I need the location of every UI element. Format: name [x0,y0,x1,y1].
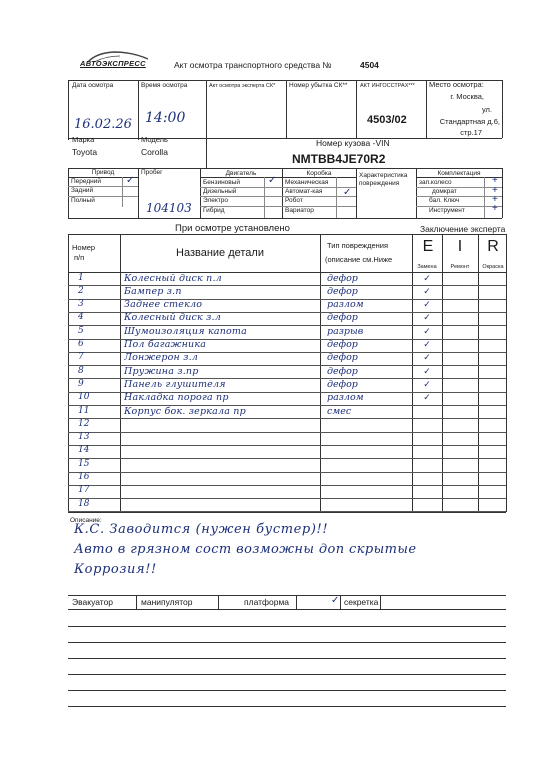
row-number: 5 [78,325,84,336]
transport-manipulator: манипулятор [141,597,193,607]
inspection-place-label: Место осмотра: [429,80,484,89]
row-part-name: Панель глушителя [124,378,226,390]
row-number: 2 [78,285,84,296]
row-number: 18 [78,498,90,509]
loss-number-label: Номер убытка СК** [289,82,348,89]
act-number: 4504 [360,60,379,70]
time-label: Время осмотра [141,82,188,89]
row-number: 17 [78,485,90,496]
letter-i: I [457,238,463,255]
row-number: 9 [78,378,84,389]
equipment-spare-wheel: зап.колесо [419,179,452,186]
ingos-act-label: АКТ ИНГОССТРАХ*** [360,83,415,89]
equipment-spare-wheel-mark: + [492,175,498,186]
make-value: Toyota [72,147,98,157]
row-number: 8 [78,365,84,376]
transport-platform: платформа [244,597,290,607]
engine-petrol-check: ✓ [268,175,277,186]
vin-value: NMTBB4JE70R2 [292,152,386,166]
date-label: Дата осмотра [72,82,114,89]
inspection-place-line-4: стр.17 [460,128,482,137]
row-damage-type: дефор [327,272,358,284]
row-number: 12 [78,418,90,429]
row-replace-check: ✓ [423,378,431,389]
row-damage-type: дефор [327,312,358,324]
mileage-label: Пробег [141,169,163,176]
row-part-name: Колесный диск з.л [124,312,221,324]
num-header-2: п/п [74,253,85,262]
drive-front-check: ✓ [126,175,135,186]
row-part-name: Лонжерон з.л [124,352,199,364]
row-damage-type: дефор [327,285,358,297]
gearbox-cvt: Вариатор [285,207,314,214]
letter-r: R [487,238,499,255]
date-value: 16.02.26 [74,117,132,132]
row-number: 1 [78,272,84,283]
mileage-value: 104103 [146,201,192,215]
description-line-1: К.С. Заводится (нужен бустер)!! [74,522,329,537]
row-number: 14 [78,445,90,456]
row-damage-type: дефор [327,378,358,390]
gearbox-automatic-check: ✓ [343,187,352,198]
equipment-wheel-key: бал. Ключ [429,197,460,204]
equipment-tools: Инструмент [429,207,465,214]
model-label: Модель [141,135,168,144]
row-replace-check: ✓ [423,365,431,376]
description-line-3: Коррозия!! [74,562,157,577]
equipment-wheel-key-mark: + [492,194,498,205]
row-damage-type: дефор [327,339,358,350]
row-number: 11 [78,405,90,416]
row-replace-check: ✓ [423,299,431,310]
row-replace-check: ✓ [423,285,431,296]
row-replace-check: ✓ [423,339,431,349]
sub-label-paint: Окраска [482,264,504,270]
equipment-jack-mark: + [492,185,498,196]
table-title: При осмотре установлено [175,223,290,234]
vin-label: Номер кузова -VIN [316,138,390,148]
drive-all: Полный [71,197,95,204]
row-replace-check: ✓ [423,392,431,403]
inspection-place-line-3: Стандартная д.6, [439,117,500,126]
row-replace-check: ✓ [423,272,431,283]
row-part-name: Корпус бок. зеркала пр [124,405,246,417]
inspection-place-line-2: ул. [481,105,492,114]
sub-label-repair: Ремонт [450,264,470,270]
row-replace-check: ✓ [423,352,431,363]
letter-e: E [422,238,434,255]
logo [76,50,166,72]
equipment-label: Комплектация [437,170,481,177]
time-value: 14:00 [145,110,186,126]
num-header-1: Номер [72,243,96,252]
make-label: Марка [72,135,95,144]
row-part-name: Заднее стекло [124,299,203,311]
model-value: Corolla [141,147,168,157]
gearbox-automatic: Автомат-кая [285,188,323,195]
row-damage-type: разлом [327,299,364,311]
act-title: Акт осмотра транспортного средства № [174,60,332,70]
row-replace-check: ✓ [423,312,431,323]
row-damage-type: смес [327,405,352,417]
row-number: 3 [78,299,84,310]
row-part-name: Бампер з.п [124,285,182,297]
row-damage-type: дефор [327,365,358,377]
row-number: 13 [78,432,90,443]
row-number: 15 [78,458,90,469]
gearbox-robot: Робот [285,197,303,204]
transport-lock-bolt: секретка [344,597,379,607]
gearbox-label: Коробка [306,170,332,177]
row-part-name: Пол багажника [124,339,207,350]
description-label: Описание: [70,517,102,524]
row-part-name: Накладка порога пр [124,392,229,404]
damage-char-label-1: Характеристика [359,172,408,179]
row-number: 7 [78,352,84,363]
row-number: 16 [78,472,90,482]
row-damage-type: дефор [327,352,358,364]
sub-label-replace: Замена [417,264,437,270]
engine-hybrid: Гибрид [203,207,225,214]
damage-char-label-2: повреждения [359,180,400,187]
damage-type-header-1: Тип повреждения [327,241,389,250]
row-number: 10 [78,392,90,403]
drive-front: Передний [71,178,102,185]
row-damage-type: разрыв [327,325,364,337]
engine-electric: Электро [203,197,228,204]
equipment-tools-mark: + [492,203,498,214]
equipment-jack: домкрат [432,188,457,195]
drive-rear: Задний [71,187,94,194]
inspection-place-line-1: г. Москва, [450,92,484,101]
transport-tow-truck: Эвакуатор [72,597,114,607]
damage-type-header-2: (описание см.Ниже [325,255,393,264]
ingos-act-value: 4503/02 [367,114,407,126]
row-number: 6 [78,339,84,349]
engine-petrol: Бензиновый [203,179,241,186]
row-replace-check: ✓ [423,325,431,336]
description-line-2: Авто в грязном сост возможны доп скрытые [74,542,417,557]
transport-check: ✓ [331,595,340,606]
engine-label: Двигатель [225,170,257,177]
drive-label: Привод [91,169,115,176]
conclusion-header: Заключение эксперта [420,224,506,234]
row-part-name: Шумоизоляция капота [124,325,248,337]
gearbox-manual: Механическая [285,179,329,186]
row-number: 4 [78,312,84,323]
engine-diesel: Дизельный [203,188,237,195]
expert-act-label: Акт осмотра эксперта СК* [209,83,276,89]
row-part-name: Колесный диск п.л [124,272,222,284]
row-part-name: Пружина з.пр [124,365,199,377]
logo-text: АВТОЭКСПРЕСС [80,59,146,68]
row-damage-type: разлом [327,392,364,404]
part-name-header: Название детали [176,247,264,259]
